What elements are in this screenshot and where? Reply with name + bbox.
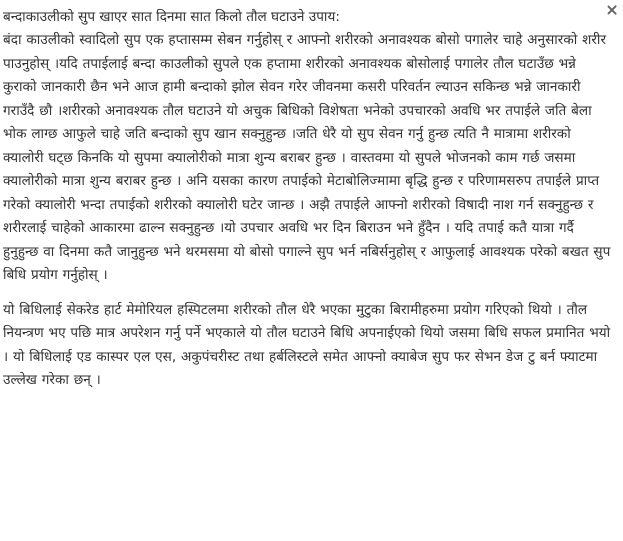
article-content [3,6,611,393]
article-paragraph-2: यो बिधिलाई सेकरेड हार्ट मेमोरियल हस्पिटलमा शरीरको तौल धेरै भएका मुटुका बिरामीहरुमा प्रयोग गरिएको थियो । तौल नियन्त्रण भए पछि मात्र अपरेशन गर्नु पर्ने भएकाले यो तौल घटाउने बिधि अपनाईएको थियो जसमा बिधि सफल प्रमानित भयो । यो बिधिलाई एड कास्पर एल एस, अकुपंचरीस्ट तथा हर्बलिस्टले समेत आफ्नो क्याबेज सुप फर सेभन डेज टु बर्न फ्याटमा उल्लेख गरेका छन् । [3,301,611,388]
article-title: बन्दाकाउलीको सुप खाएर सात दिनमा सात किलो तौल घटाउने उपाय: [3,9,340,25]
article-paragraph-1: बंदा काउलीको स्वादिलो सुप एक हप्तासम्म सेबन गर्नुहोस् र आफ्नो शरीरको अनावश्यक बोसो पगालेर चाहे अनुसारको शरीर पाउनुहोस् ।यदि तपाईलाई बन्दा काउलीको सुपले एक हप्तामा शरीरको अनावश्यक बोसोलाई पगालेर तौल घटाउँछ भन्ने कुराको जानकारी छैन भने आज हामी बन्दाको झोल सेवन गरेर जीवनमा कसरी परिवर्तन ल्याउन सकिन्छ भन्ने जानकारी गराउँदै छौ ।शरीरको अनावश्यक तौल घटाउने यो अचुक बिधिको विशेषता भनेको उपचारको अवधि भर तपाईले जति बेला भोक लाग्छ आफुले चाहे जति बन्दाको सुप खान सक्नुहुन्छ ।जति धेरै यो सुप सेवन गर्नु हुन्छ त्यति नै मात्रामा शरीरको क्यालोरी घट्छ किनकि यो सुपमा क्यालोरीको मात्रा शुन्य बराबर हुन्छ । वास्तवमा यो सुपले भोजनको काम गर्छ जसमा क्यालोरीको मात्रा शुन्य बराबर हुन्छ । अनि यसका कारण तपाईको मेटाबोलिज्मामा बृद्धि हुन्छ र परिणामसरुप तपाईले प्राप्त गरेको क्यालोरी भन्दा तपाईको शरीरको क्यालोरी घटेर जान्छ । अझै तपाईले आफ्नो शरीरको विषादी नाश गर्न सक्नुहुन्छ र शरीरलाई चाहेको आकारमा ढाल्न सक्नुहुन्छ ।यो उपचार अवधि भर दिन बिराउन भने हुँदैन । यदि तपाई कतै यात्रा गर्दै हुनुहुन्छ वा दिनमा कतै जानुहुन्छ भने थरमसमा यो बोसो पगाल्ने सुप भर्न नबिर्सनुहोस् र आफुलाई आवश्यक परेको बखत सुप बिधि प्रयोग गर्नुहोस् । [3,32,611,283]
